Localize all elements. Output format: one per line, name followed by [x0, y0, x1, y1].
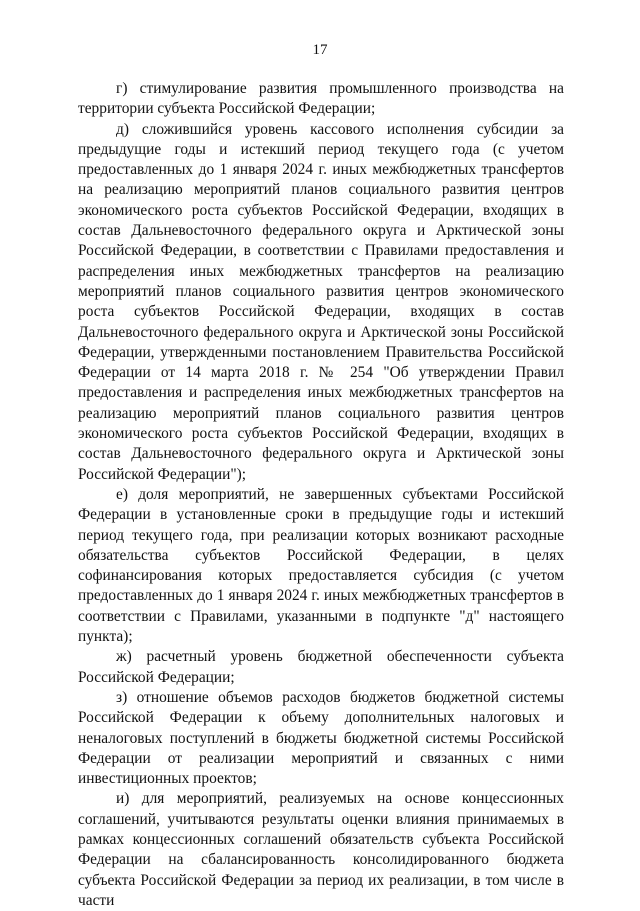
page-number: 17: [312, 42, 328, 58]
paragraph-e: е) доля мероприятий, не завершенных субъектами Российской Федерации в установленные сроки в предыдущие годы и истекший период текущего года, при реализации которых возникают расходные обязательства субъектов Российской Федерации, в целях софинансирования которых предоставляется субсидия (с учетом предоставленных до 1 января 2024 г. иных межбюджетных трансфертов в соответствии с Правилами, указанными в подпункте "д" настоящего пункта);: [78, 485, 564, 646]
paragraph-zh: ж) расчетный уровень бюджетной обеспеченности субъекта Российской Федерации;: [78, 648, 564, 686]
paragraph-g: г) стимулирование развития промышленного производства на территории субъекта Российской Федерации;: [78, 80, 564, 118]
paragraph-d: д) сложившийся уровень кассового исполнения субсидии за предыдущие годы и истекший период текущего года (с учетом предоставленных до 1 января 2024 г. иных межбюджетных трансфертов на реализацию мероприятий планов социального развития центров экономического роста субъектов Российской Федерации, входящих в состав Дальневосточного федерального округа и Арктической зоны Российской Федерации, в соответствии с Правилами предоставления и распределения иных межбюджетных трансфертов на реализацию мероприятий планов социального развития центров экономического роста субъектов Российской Федерации, входящих в состав Дальневосточного федерального округа и Арктической зоны Российской Федерации, утвержденными постановлением Правительства Российской Федерации от 14 марта 2018 г. № 254 "Об утверждении Правил предоставления и распределения иных межбюджетных трансфертов на реализацию мероприятий планов социального развития центров экономического роста субъектов Российской Федерации, входящих в состав Дальневосточного федерального округа и Арктической зоны Российской Федерации");: [78, 120, 564, 483]
paragraph-i: и) для мероприятий, реализуемых на основе концессионных соглашений, учитываются результаты оценки влияния принимаемых в рамках концессионных соглашений обязательств субъекта Российской Федерации на сбалансированность консолидированного бюджета субъекта Российской Федерации за период их реализации, в том числе в части: [78, 790, 564, 909]
paragraph-z: з) отношение объемов расходов бюджетов бюджетной системы Российской Федерации к объему дополнительных налоговых и неналоговых поступлений в бюджеты бюджетной системы Российской Федерации от реализации мероприятий и связанных с ними инвестиционных проектов;: [78, 688, 564, 788]
document-body: [78, 79, 564, 911]
